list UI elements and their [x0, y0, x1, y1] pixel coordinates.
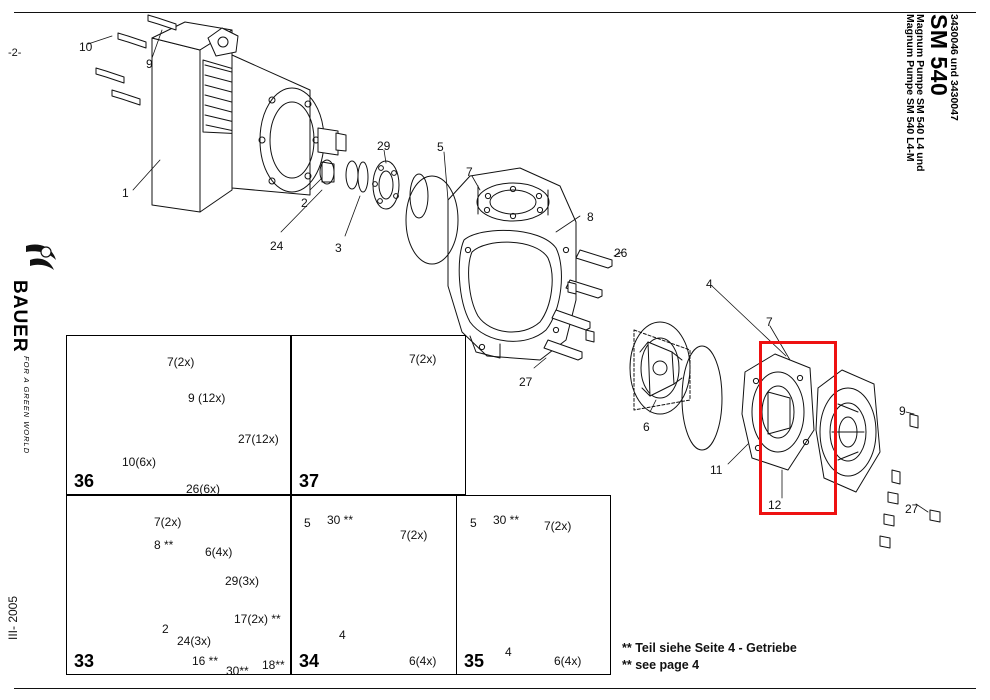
panel-35-label: 30 **: [493, 513, 520, 527]
panel-33-label: 24(3x): [177, 634, 212, 648]
callout-5: 5: [437, 140, 444, 154]
callout-7: 7: [466, 165, 473, 179]
impeller-rotor: [630, 322, 690, 414]
callout-3: 3: [335, 241, 342, 255]
o-ring-7-right: [682, 346, 722, 450]
panel-34-label: 5: [304, 516, 311, 530]
panel-34-label: 6(4x): [409, 654, 437, 668]
footnote-en: ** see page 4: [622, 658, 700, 672]
panel-34-number: 34: [299, 651, 320, 671]
fastener-group-right: [880, 414, 940, 548]
highlight-rectangle: [759, 341, 837, 515]
panel-37-number: 37: [299, 471, 320, 491]
footnotes: [622, 640, 797, 674]
panel-36-number: 36: [74, 471, 95, 491]
callout-7: 7: [766, 315, 773, 329]
panel-35-label: 4: [505, 645, 512, 659]
callout-1: 1: [122, 186, 129, 200]
panel-35: [456, 495, 611, 675]
panel-33-label: 6(4x): [205, 545, 233, 559]
panel-33-label: 30**: [226, 664, 249, 678]
callout-6: 6: [643, 420, 650, 434]
model-title: SM 540: [926, 14, 952, 97]
callout-27: 27: [905, 502, 919, 516]
subtitle-line-2: Magnum Pumpe SM 540 L4-M: [904, 14, 916, 162]
part-numbers: 3430046 und 3430047: [948, 14, 960, 121]
panel-36-label: 9 (12x): [188, 391, 226, 405]
panel-35-label: 6(4x): [554, 654, 582, 668]
subtitle-line-1: Magnum Pumpe SM 540 L4 und: [914, 14, 926, 172]
panel-33-label: 2: [162, 622, 169, 636]
panel-34-label: 7(2x): [400, 528, 428, 542]
panel-33-label: 7(2x): [154, 515, 182, 529]
panel-35-label: 7(2x): [544, 519, 572, 533]
callout-12: 12: [768, 498, 782, 512]
logo-slogan: FOR A GREEN WORLD: [22, 356, 31, 455]
panel-34-label: 4: [339, 628, 346, 642]
panel-33-label: 18**: [262, 658, 285, 672]
callout-8: 8: [587, 210, 594, 224]
document-date: III- 2005: [6, 595, 20, 640]
panel-36-label: 27(12x): [238, 432, 279, 446]
panel-33-label: 17(2x) **: [234, 612, 281, 626]
panel-33-label: 29(3x): [225, 574, 260, 588]
logo-wordmark: BAUER: [9, 280, 30, 353]
pump-casing: [448, 168, 576, 360]
callout-9: 9: [899, 404, 906, 418]
panel-33-label: 16 **: [192, 654, 219, 668]
callout-26: 26: [614, 246, 628, 260]
callout-2: 2: [301, 196, 308, 210]
panel-36-label: 7(2x): [167, 355, 195, 369]
panel-34: [291, 495, 466, 675]
panel-37-label: 7(2x): [409, 352, 437, 366]
footnote-de: ** Teil siehe Seite 4 - Getriebe: [622, 641, 797, 655]
callout-24: 24: [270, 239, 284, 253]
callout-9: 9: [146, 57, 153, 71]
panel-35-number: 35: [464, 651, 485, 671]
callout-27: 27: [519, 375, 533, 389]
callout-29: 29: [377, 139, 391, 153]
shaft-seal-group: [320, 160, 428, 218]
panel-34-label: 30 **: [327, 513, 354, 527]
callout-10: 10: [79, 40, 93, 54]
panel-36-label: 10(6x): [122, 455, 157, 469]
panel-33-number: 33: [74, 651, 95, 671]
page-number: -2-: [8, 47, 22, 59]
callout-11: 11: [710, 463, 723, 477]
panel-35-label: 5: [470, 516, 477, 530]
panel-37: [291, 335, 466, 495]
panel-36-label: 26(6x): [186, 482, 221, 496]
callout-4: 4: [706, 277, 713, 291]
panel-33-label: 8 **: [154, 538, 174, 552]
